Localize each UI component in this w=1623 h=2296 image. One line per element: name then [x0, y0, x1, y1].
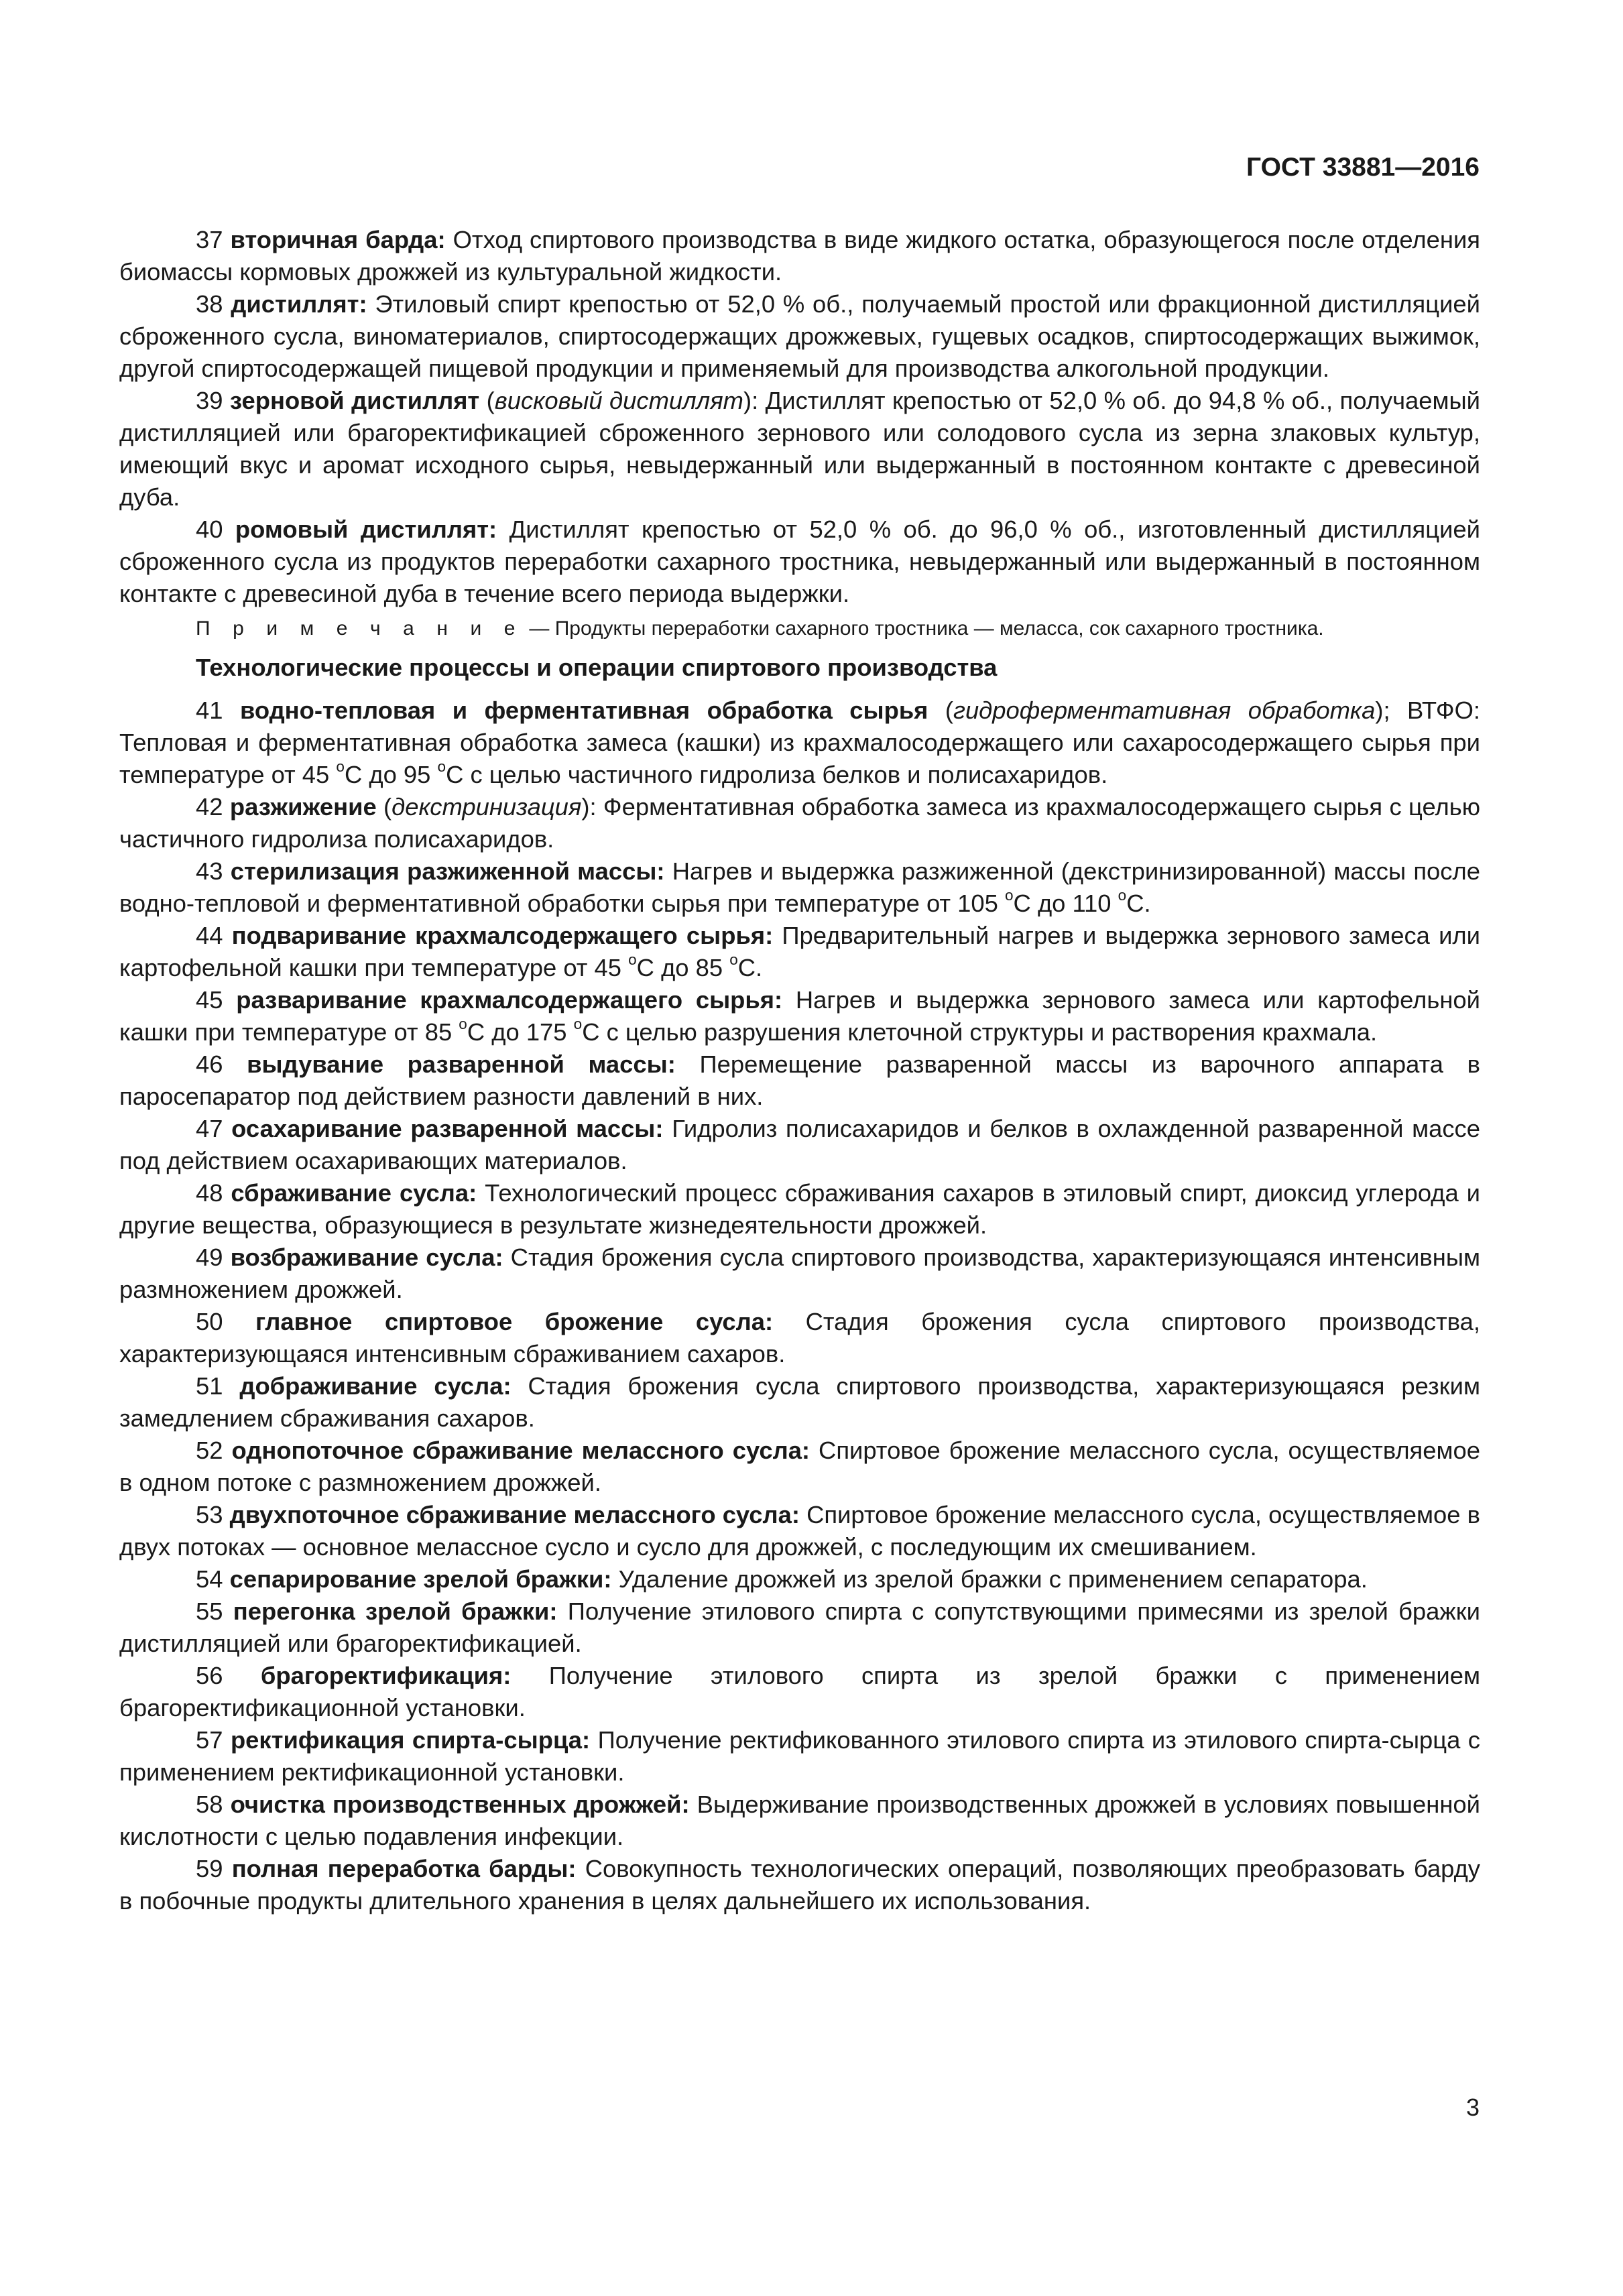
term-38-title: дистиллят:	[231, 290, 367, 318]
document-body	[119, 224, 1480, 1917]
standard-designation: ГОСТ 33881—2016	[1246, 153, 1480, 182]
term-38: 38 дистиллят: Этиловый спирт крепостью от 52,0 % об., получаемый простой или фракционной дистилляцией сброженного сусла, виноматериалов, спиртосодержащих дрожжевых, гущевых осадков, спиртосодержащих выжимок, другой спиртосодержащей пищевой продукции и применяемый для производства алкогольной продукции.	[119, 290, 1480, 382]
term-37-title: вторичная барда:	[230, 226, 446, 253]
term-49-title: возбраживание сусла:	[230, 1244, 503, 1271]
term-39: 39 зерновой дистиллят (висковый дистиллят): Дистиллят крепостью от 52,0 % об. до 94,8 % об., получаемый дистилляцией или брагоректификацией сброженного зернового или солодового сусла из зерна злаковых культур, имеющий вкус и аромат исходного сырья, невыдержанный или выдержанный в постоянном контакте с древесиной дуба.	[119, 387, 1481, 511]
term-52: 52 однопоточное сбраживание мелассного сусла: Спиртовое брожение мелассного сусла, осуществляемое в одном потоке с размножением дрожжей.	[119, 1437, 1480, 1496]
term-51: 51 дображивание сусла: Стадия брожения сусла спиртового производства, характеризующаяся резким замедлением сбраживания сахаров.	[119, 1372, 1480, 1432]
term-50-title: главное спиртовое брожение сусла:	[255, 1308, 774, 1335]
term-41-title: водно-тепловая и ферментативная обработка сырья	[239, 697, 928, 724]
term-39-synonym: висковый дистиллят	[494, 387, 743, 414]
term-58-title: очистка производственных дрожжей:	[230, 1791, 690, 1818]
term-55: 55 перегонка зрелой бражки: Получение этилового спирта с сопутствующими примесями из зрелой бражки дистилляцией или брагоректификацией.	[119, 1597, 1480, 1657]
term-50: 50 главное спиртовое брожение сусла: Стадия брожения сусла спиртового производства, характеризующаяся интенсивным сбраживанием сахаров.	[119, 1308, 1480, 1368]
term-44: 44 подваривание крахмалсодержащего сырья: Предварительный нагрев и выдержка зернового замеса или картофельной кашки при температуре от 45 $^o$C до 85 $^o$C.	[119, 922, 1480, 981]
term-45: 45 разваривание крахмалсодержащего сырья: Нагрев и выдержка зернового замеса или картофельной кашки при температуре от 85 $^o$C до 175 $^o$C с целью разрушения клеточной структуры и растворения крахмала.	[119, 986, 1480, 1046]
term-47-title: осахаривание разваренной массы:	[231, 1115, 664, 1142]
term-39-title: зерновой дистиллят	[229, 387, 480, 414]
term-55-title: перегонка зрелой бражки:	[233, 1597, 558, 1625]
term-48: 48 сбраживание сусла: Технологический процесс сбраживания сахаров в этиловый спирт, диоксид углерода и другие вещества, образующиеся в результате жизнедеятельности дрожжей.	[119, 1179, 1480, 1239]
term-57: 57 ректификация спирта-сырца: Получение ректификованного этилового спирта из этилового спирта-сырца с применением ректификационной установки.	[119, 1726, 1480, 1786]
term-51-title: дображивание сусла:	[239, 1372, 512, 1400]
term-41: 41 водно-тепловая и ферментативная обработка сырья (гидроферментативная обработка); ВТФО: Тепловая и ферментативная обработка замеса (кашки) из крахмалосодержащего или сахаросодержащего сырья при температуре от 45 $^o$C до 95 $^o$C с целью частичного гидролиза белков и полисахаридов.	[119, 697, 1480, 788]
term-43-title: стерилизация разжиженной массы:	[230, 857, 665, 885]
term-44-title: подваривание крахмалсодержащего сырья:	[231, 922, 774, 949]
term-56-title: брагоректификация:	[260, 1662, 512, 1689]
note	[119, 614, 1480, 644]
term-52-title: однопоточное сбраживание мелассного сусла:	[231, 1437, 810, 1464]
term-53: 53 двухпоточное сбраживание мелассного сусла: Спиртовое брожение мелассного сусла, осуществляемое в двух потоках — основное мелассное сусло и сусло для дрожжей, с последующим их смешиванием.	[119, 1501, 1480, 1561]
term-56: 56 брагоректификация: Получение этилового спирта из зрелой бражки с применением брагоректификационной установки.	[119, 1662, 1480, 1721]
note-text: — Продукты переработки сахарного тростника — меласса, сок сахарного тростника.	[524, 617, 1324, 640]
term-40-title: ромовый дистиллят:	[235, 516, 497, 543]
term-40: 40 ромовый дистиллят: Дистиллят крепостью от 52,0 % об. до 96,0 % об., изготовленный дистилляцией сброженного сусла из продуктов переработки сахарного тростника, невыдержанный или выдержанный в постоянном контакте с древесиной дуба в течение всего периода выдержки.	[119, 516, 1480, 607]
term-42-title: разжижение	[229, 793, 377, 821]
term-57-title: ректификация спирта-сырца:	[230, 1726, 591, 1754]
term-48-title: сбраживание сусла:	[231, 1179, 477, 1207]
term-42: 42 разжижение (декстринизация): Ферментативная обработка замеса из крахмалосодержащего сырья с целью частичного гидролиза полисахаридов.	[119, 793, 1480, 853]
term-42-synonym: декстринизация	[392, 793, 582, 821]
note-label: П р и м е ч а н и е	[196, 617, 524, 640]
term-47: 47 осахаривание разваренной массы: Гидролиз полисахаридов и белков в охлажденной разваренной массе под действием осахаривающих материалов.	[119, 1115, 1480, 1174]
term-41-synonym: гидроферментативная обработка	[953, 697, 1376, 724]
term-53-title: двухпоточное сбраживание мелассного сусла:	[229, 1501, 800, 1528]
term-54-title: сепарирование зрелой бражки:	[229, 1565, 612, 1593]
term-45-title: разваривание крахмалсодержащего сырья:	[236, 986, 783, 1014]
term-58: 58 очистка производственных дрожжей: Выдерживание производственных дрожжей в условиях повышенной кислотности с целью подавления инфекции.	[119, 1791, 1480, 1850]
page-number: 3	[1465, 2094, 1480, 2121]
term-37: 37 вторичная барда: Отход спиртового производства в виде жидкого остатка, образующегося после отделения биомассы кормовых дрожжей из культуральной жидкости.	[119, 226, 1481, 286]
term-54: 54 сепарирование зрелой бражки: Удаление дрожжей из зрелой бражки с применением сепаратора.	[196, 1565, 1368, 1593]
section-heading: Технологические процессы и операции спиртового производства	[196, 654, 998, 681]
term-59-title: полная переработка барды:	[231, 1855, 577, 1882]
term-49: 49 возбраживание сусла: Стадия брожения сусла спиртового производства, характеризующаяся интенсивным размножением дрожжей.	[119, 1244, 1480, 1303]
term-59: 59 полная переработка барды: Совокупность технологических операций, позволяющих преобразовать барду в побочные продукты длительного хранения в целях дальнейшего их использования.	[119, 1855, 1480, 1915]
term-43: 43 стерилизация разжиженной массы: Нагрев и выдержка разжиженной (декстринизированной) массы после водно-тепловой и ферментативной обработки сырья при температуре от 105 $^o$C до 110 $^o$C.	[119, 857, 1480, 917]
term-46-title: выдувание разваренной массы:	[247, 1050, 676, 1078]
term-46: 46 выдувание разваренной массы: Перемещение разваренной массы из варочного аппарата в паросепаратор под действием разности давлений в них.	[119, 1050, 1480, 1110]
